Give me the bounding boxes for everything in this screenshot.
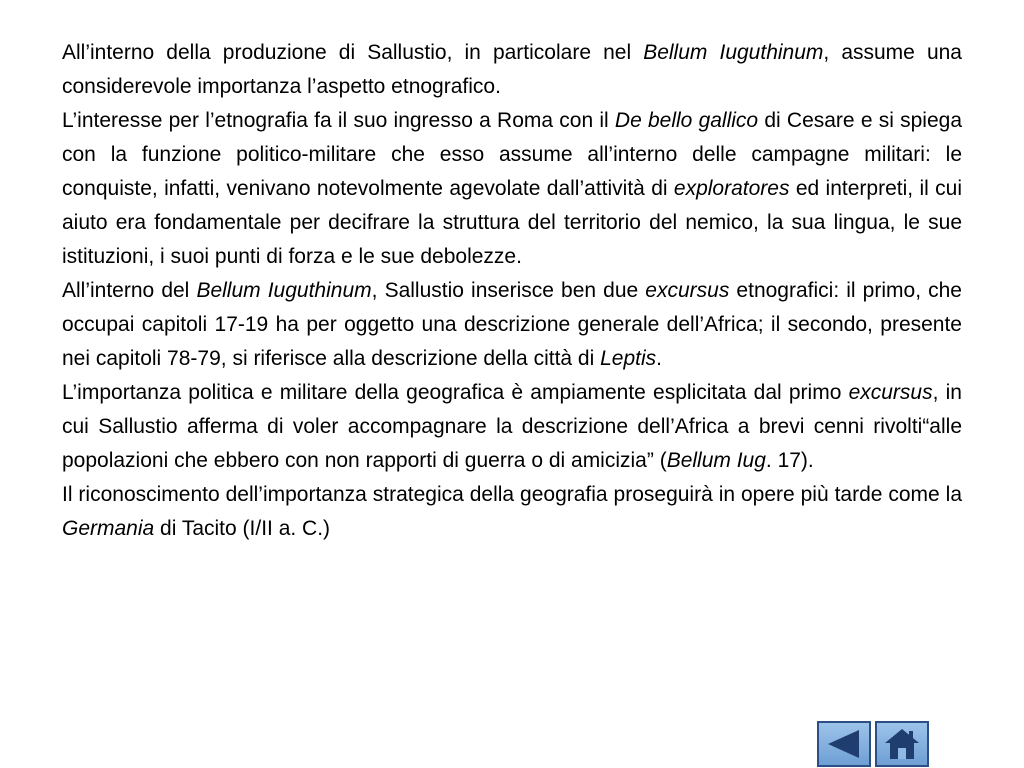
text-run: , Sallustio inserisce ben due <box>371 279 646 302</box>
text-run: L’interesse per l’etnografia fa il suo ingresso a Roma con il <box>62 109 615 132</box>
back-button[interactable] <box>817 721 871 767</box>
text-run: , in cui Sallustio afferma di voler accompagnare la descrizione dell’Africa a brevi cenni rivolti“alle popolazioni che ebbero con non rapporti di guerra o di amicizia” ( <box>62 381 962 472</box>
italic-place: Leptis <box>600 347 657 370</box>
navigation-bar <box>817 721 929 767</box>
text-run: di Tacito (I/II a. C.) <box>154 517 331 540</box>
text-run: , assume una considerevole importanza l’aspetto etnografico. <box>62 41 962 98</box>
paragraph-4 <box>62 376 962 478</box>
paragraph-3 <box>62 274 962 376</box>
italic-term: excursus <box>645 279 730 302</box>
italic-title: Bellum Iuguthinum <box>643 41 824 64</box>
home-icon <box>883 727 921 761</box>
paragraph-1 <box>62 36 962 104</box>
text-run: etnografici: il primo, che occupai capitoli 17-19 ha per oggetto una descrizione generale dell’Africa; il secondo, presente nei capitoli 78-79, si riferisce alla descrizione della città di <box>62 279 962 370</box>
back-triangle-icon <box>826 728 862 760</box>
text-run: L’importanza politica e militare della geografica è ampiamente esplicitata dal primo <box>62 381 849 404</box>
text-run: . <box>656 347 662 370</box>
italic-title: Germania <box>62 517 155 540</box>
italic-title: De bello gallico <box>614 109 759 132</box>
paragraph-2 <box>62 104 962 274</box>
text-run: di Cesare e si spiega con la funzione politico-militare che esso assume all’interno delle campagne militari: le conquiste, infatti, venivano notevolmente agevolate dall’attività di <box>62 109 962 200</box>
text-run: Il riconoscimento dell’importanza strategica della geografia proseguirà in opere più tarde come la <box>62 483 962 506</box>
text-run: ed interpreti, il cui aiuto era fondamentale per decifrare la struttura del territorio del nemico, la sua lingua, le sue istituzioni, i suoi punti di forza e le sue debolezze. <box>62 177 962 268</box>
text-body <box>62 36 962 546</box>
text-run: All’interno del <box>62 279 197 302</box>
italic-term: exploratores <box>673 177 790 200</box>
italic-title: Bellum Iug <box>666 449 766 472</box>
italic-term: excursus <box>848 381 933 404</box>
text-run: All’interno della produzione di Sallustio, in particolare nel <box>62 41 644 64</box>
text-run: . 17). <box>765 449 814 472</box>
italic-title: Bellum Iuguthinum <box>196 279 372 302</box>
home-button[interactable] <box>875 721 929 767</box>
paragraph-5 <box>62 478 962 546</box>
